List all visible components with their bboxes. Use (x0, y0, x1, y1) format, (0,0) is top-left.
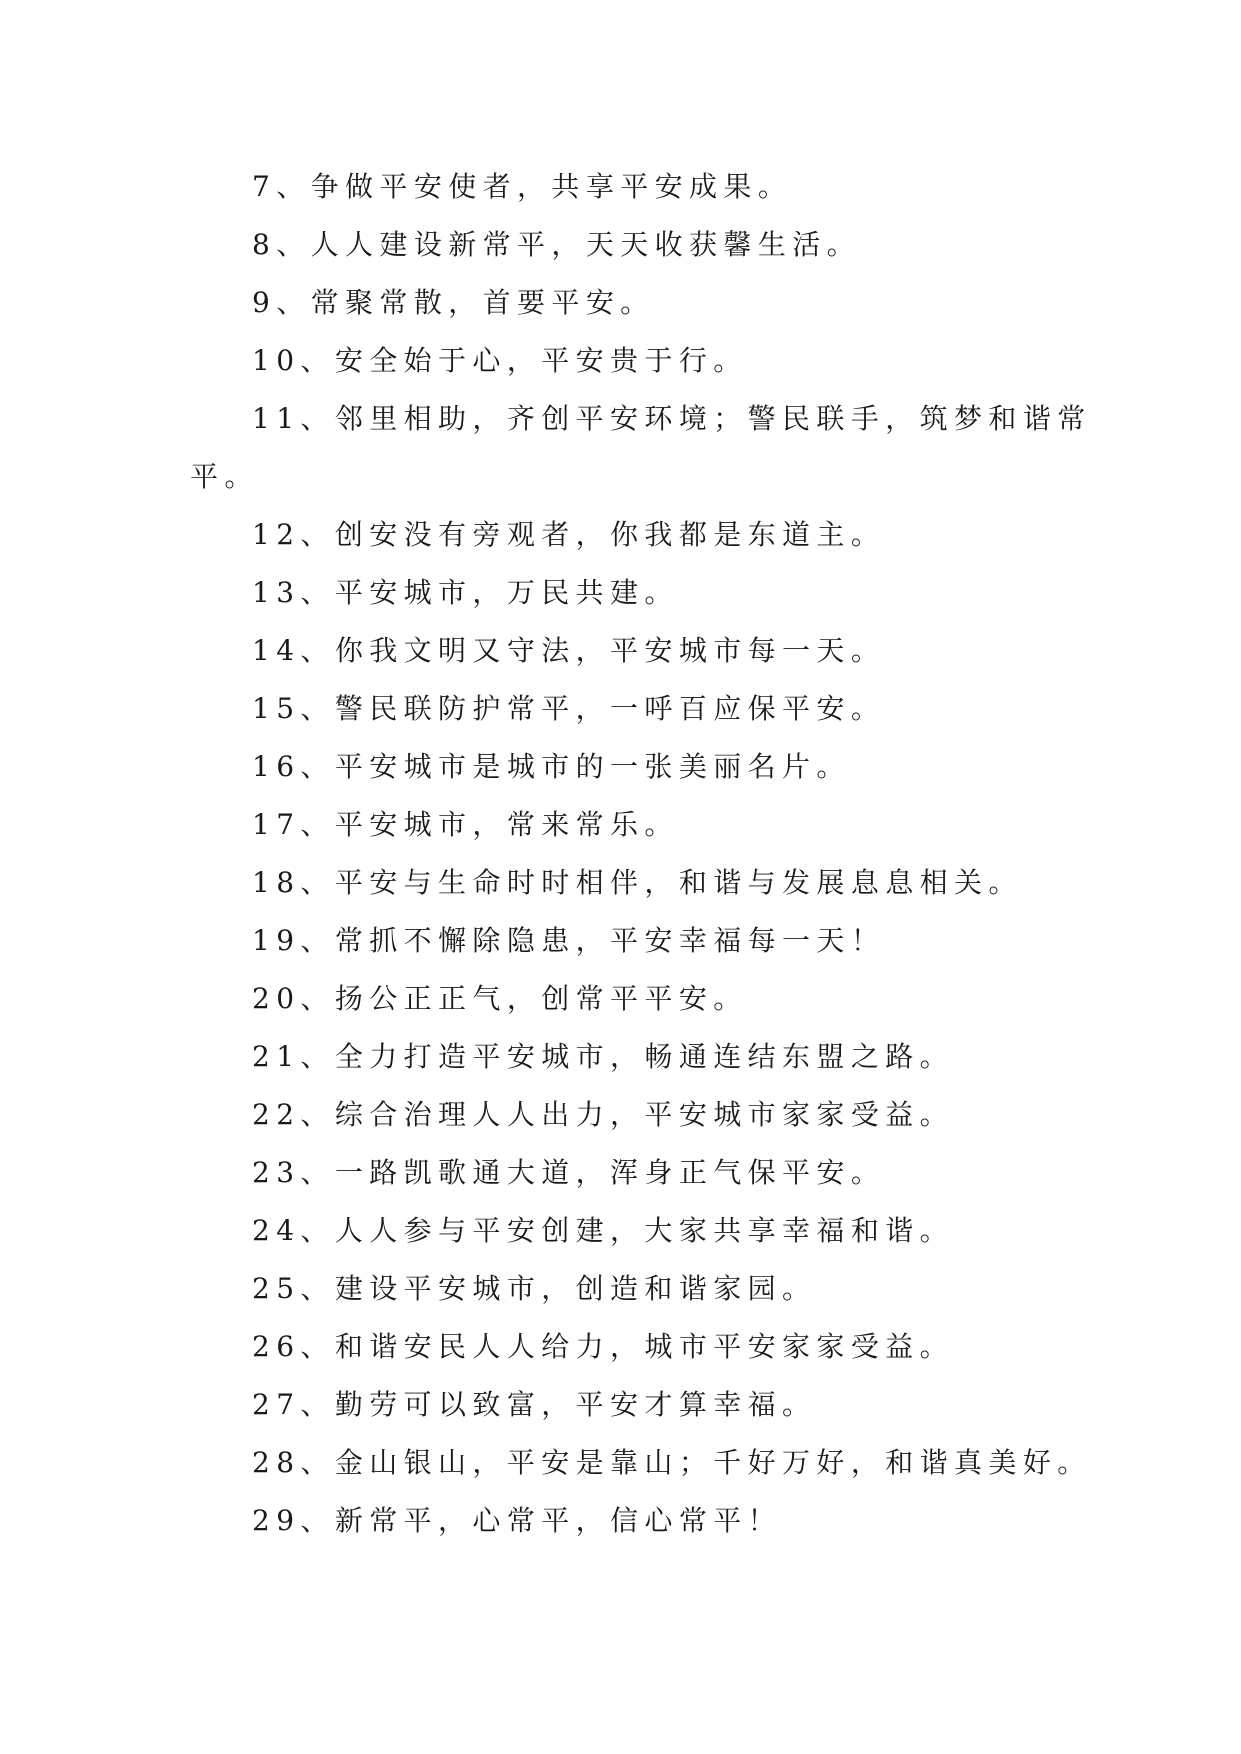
list-item: 29、新常平，心常平，信心常平！ (252, 1504, 783, 1537)
list-item: 25、建设平安城市，创造和谐家园。 (252, 1272, 817, 1305)
list-item: 28、金山银山，平安是靠山；千好万好，和谐真美好。 (252, 1446, 1092, 1479)
list-item: 7、争做平安使者，共享平安成果。 (252, 170, 793, 203)
list-item: 9、常聚常散，首要平安。 (252, 286, 655, 319)
list-item: 20、扬公正正气，创常平平安。 (252, 982, 748, 1015)
list-item: 24、人人参与平安创建，大家共享幸福和谐。 (252, 1214, 955, 1247)
list-item: 10、安全始于心，平安贵于行。 (252, 344, 748, 377)
list-item: 16、平安城市是城市的一张美丽名片。 (252, 750, 851, 783)
list-item: 18、平安与生命时时相伴，和谐与发展息息相关。 (252, 866, 1023, 899)
list-item: 14、你我文明又守法，平安城市每一天。 (252, 634, 886, 667)
list-item: 21、全力打造平安城市，畅通连结东盟之路。 (252, 1040, 955, 1073)
list-item: 8、人人建设新常平，天天收获馨生活。 (252, 228, 862, 261)
list-item: 19、常抓不懈除隐患，平安幸福每一天！ (252, 924, 886, 957)
list-item: 26、和谐安民人人给力，城市平安家家受益。 (252, 1330, 955, 1363)
list-item: 15、警民联防护常平，一呼百应保平安。 (252, 692, 886, 725)
list-item: 13、平安城市，万民共建。 (252, 576, 679, 609)
list-item: 22、综合治理人人出力，平安城市家家受益。 (252, 1098, 955, 1131)
list-item: 17、平安城市，常来常乐。 (252, 808, 679, 841)
list-item: 12、创安没有旁观者，你我都是东道主。 (252, 518, 886, 551)
list-item-continuation: 平。 (190, 460, 259, 493)
list-item: 11、邻里相助，齐创平安环境；警民联手，筑梦和谐常 (252, 402, 1092, 435)
slogan-list (190, 158, 1092, 1550)
list-item: 27、勤劳可以致富，平安才算幸福。 (252, 1388, 817, 1421)
list-item: 23、一路凯歌通大道，浑身正气保平安。 (252, 1156, 886, 1189)
